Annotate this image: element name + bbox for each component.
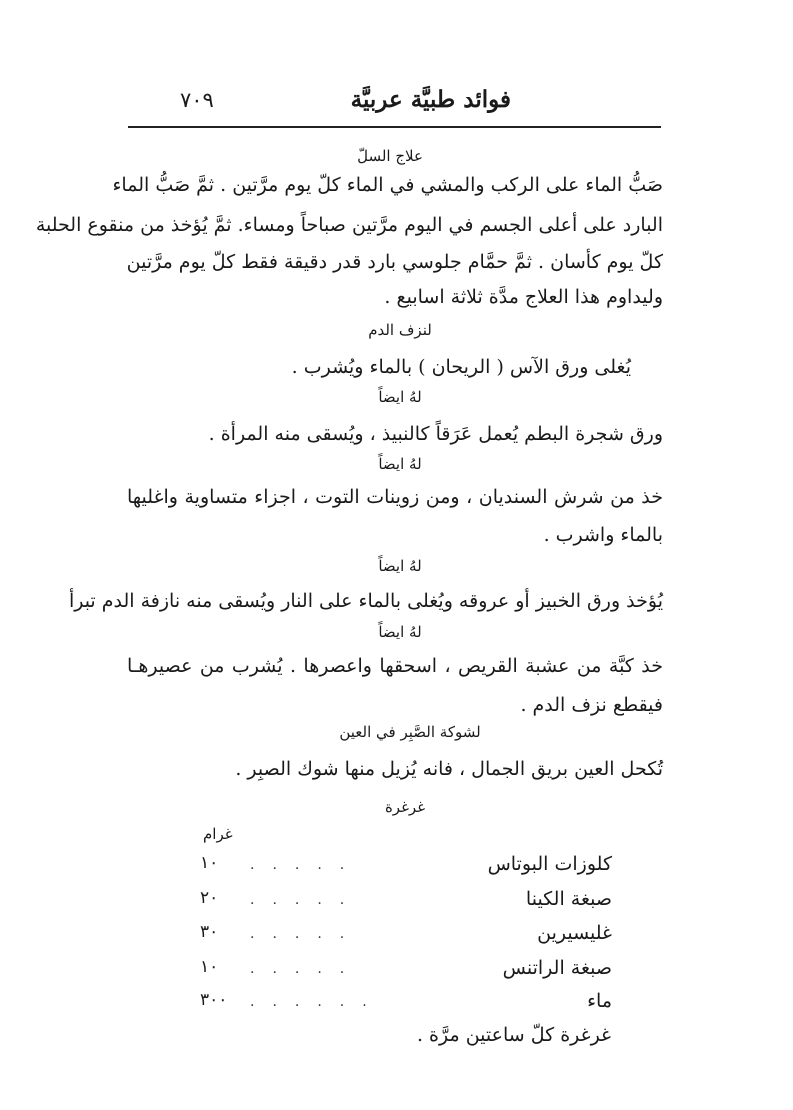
ingredient-name: كلوزات البوتاس: [487, 853, 612, 875]
ingredient-row: [200, 888, 612, 918]
running-title: فوائد طبيَّة عربيَّة: [350, 86, 511, 113]
gargle-note: غرغرة كلّ ساعتين مرَّة .: [416, 1024, 611, 1046]
ingredient-amount: ١٠: [200, 853, 219, 873]
alt2-line-1: خذ من شرش السنديان ، ومن زوينات التوت ، اجزاء متساوية واغليها: [127, 486, 663, 508]
section-heading-gargle: غرغرة: [384, 798, 426, 816]
page-header: [128, 82, 661, 122]
ingredient-row: [200, 990, 612, 1020]
section-heading-sull: علاج السلّ: [357, 147, 423, 165]
header-rule: [128, 126, 661, 128]
eye-line: تُكحل العين بريق الجمال ، فانه يُزيل منها شوك الصبِر .: [235, 758, 663, 780]
sull-line-2: البارد على أعلى الجسم في اليوم مرَّتين صباحاً ومساء. ثمَّ يُؤخذ من منقوع الحلبة: [35, 214, 663, 236]
sull-line-4: وليداوم هذا العلاج مدَّة ثلاثة اسابيع .: [384, 286, 663, 308]
section-heading-alt-4: لهُ ايضاً: [378, 623, 422, 641]
nazf-line: يُغلى ورق الآس ( الريحان ) بالماء ويُشرب .: [291, 356, 631, 378]
ingredient-amount: ٣٠٠: [200, 990, 228, 1010]
ingredient-name: صبغة الراتنس: [502, 957, 612, 979]
alt4-line-2: فيقطع نزف الدم .: [520, 694, 663, 716]
leader-dots: . . . . .: [250, 926, 347, 942]
ingredient-row: [200, 853, 612, 883]
page-number: ٧٠٩: [180, 88, 214, 112]
leader-dots: . . . . . .: [250, 994, 369, 1010]
sull-line-1: صَبُّ الماء على الركب والمشي في الماء كلّ يوم مرَّتين . ثمَّ صَبُّ الماء: [112, 174, 663, 196]
leader-dots: . . . . .: [250, 892, 347, 908]
section-heading-alt-1: لهُ ايضاً: [378, 388, 422, 406]
ingredient-amount: ٢٠: [200, 888, 219, 908]
ingredient-amount: ٣٠: [200, 922, 219, 942]
ingredient-row: [200, 922, 612, 952]
ingredient-name: ماء: [587, 990, 612, 1012]
ingredient-name: غليسيرين: [537, 922, 612, 944]
ingredient-name: صبغة الكينا: [525, 888, 612, 910]
ingredient-amount: ١٠: [200, 957, 219, 977]
leader-dots: . . . . .: [250, 857, 347, 873]
alt2-line-2: بالماء واشرب .: [543, 524, 663, 546]
leader-dots: . . . . .: [250, 961, 347, 977]
alt3-line: يُؤخذ ورق الخبيز أو عروقه ويُغلى بالماء على النار ويُسقى منه نازفة الدم تبرأ: [68, 590, 663, 612]
alt1-line: ورق شجرة البطم يُعمل عَرَقاً كالنبيذ ، ويُسقى منه المرأة .: [208, 423, 663, 445]
sull-line-3: كلّ يوم كأسان . ثمَّ حمَّام جلوسي بارد قدر دقيقة فقط كلّ يوم مرَّتين: [126, 251, 663, 273]
section-heading-eye: لشوكة الصَّبِر في العين: [339, 723, 481, 741]
ingredient-row: [200, 957, 612, 987]
section-heading-nazf: لنزف الدم: [368, 321, 432, 339]
alt4-line-1: خذ كبَّة من عشبة القريص ، اسحقها واعصرها . يُشرب من عصيرهـا: [127, 655, 663, 677]
unit-label: غرام: [203, 825, 233, 843]
section-heading-alt-2: لهُ ايضاً: [378, 455, 422, 473]
section-heading-alt-3: لهُ ايضاً: [378, 557, 422, 575]
